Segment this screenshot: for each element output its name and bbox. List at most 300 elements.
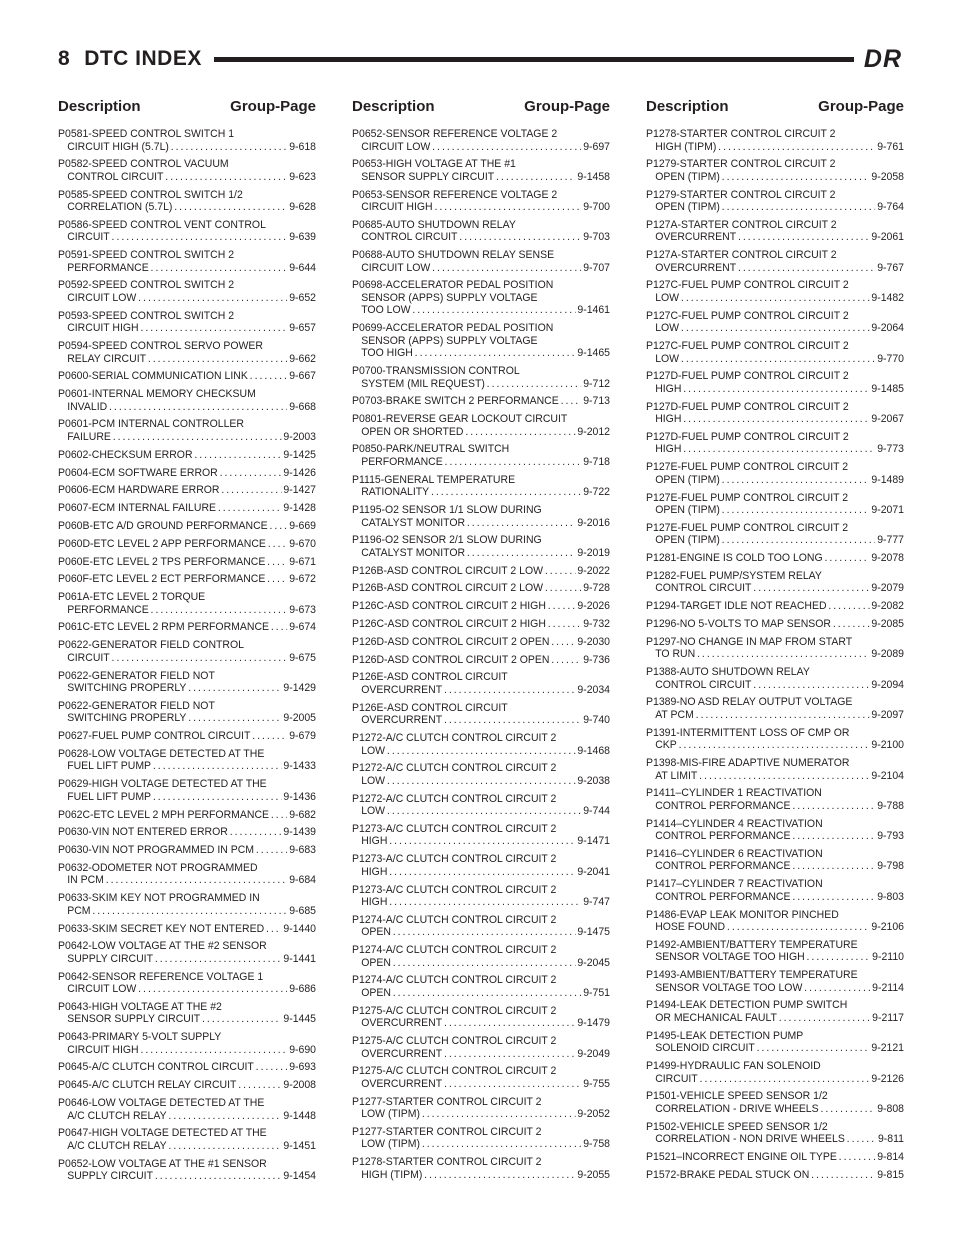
- entry-last-line: [58, 923, 316, 936]
- entry-description-line: CONTROL PERFORMANCE: [655, 860, 791, 873]
- entry-last-line: [646, 383, 904, 396]
- entry-description-line: P0591-SPEED CONTROL SWITCH 2: [58, 249, 235, 262]
- index-entry: [352, 565, 610, 578]
- entry-group-page: 9-2078: [871, 552, 905, 565]
- entry-last-line: [58, 449, 316, 462]
- index-entry: [58, 128, 316, 153]
- index-entry: [352, 853, 610, 878]
- entry-group-page: 9-1485: [871, 382, 905, 395]
- dot-leader: [807, 951, 871, 964]
- entry-description-line: P126D-ASD CONTROL CIRCUIT 2 OPEN: [352, 653, 550, 666]
- entry-group-page: 9-1440: [283, 922, 317, 935]
- entry-description-line: P0594-SPEED CONTROL SERVO POWER: [58, 340, 263, 353]
- index-entry: [646, 189, 904, 214]
- dot-leader: [238, 1079, 281, 1092]
- index-entry: [352, 914, 610, 939]
- index-entry: [58, 809, 316, 822]
- entry-description-line: P0653-SENSOR REFERENCE VOLTAGE 2: [352, 188, 558, 201]
- entry-description-line: P0581-SPEED CONTROL SWITCH 1: [58, 128, 235, 140]
- entry-last-line: [352, 654, 610, 667]
- entry-description-line: FUEL LIFT PUMP: [67, 790, 152, 803]
- index-entry: [352, 189, 610, 214]
- entry-group-page: 9-773: [877, 443, 905, 456]
- entry-description-line: P126C-ASD CONTROL CIRCUIT 2 HIGH: [352, 618, 546, 631]
- entry-description-line: P1494-LEAK DETECTION PUMP SWITCH: [646, 999, 848, 1012]
- entry-group-page: 9-1461: [577, 304, 611, 317]
- index-entry: [58, 189, 316, 214]
- dot-leader: [444, 1048, 576, 1061]
- entry-group-page: 9-811: [877, 1133, 905, 1146]
- entry-group-page: 9-674: [289, 621, 317, 634]
- entry-description-line: P0606-ECM HARDWARE ERROR: [58, 484, 220, 497]
- dot-leader: [252, 730, 287, 743]
- entry-description-line: P1389-NO ASD RELAY OUTPUT VOLTAGE: [646, 696, 853, 709]
- entry-last-line: [58, 953, 316, 966]
- entry-description-line: P126E-ASD CONTROL CIRCUIT: [352, 701, 508, 714]
- entry-description-line: CIRCUIT LOW: [67, 291, 137, 304]
- group-page-heading: Group-Page: [818, 98, 904, 115]
- entry-description-line: FAILURE: [67, 430, 111, 443]
- dot-leader: [422, 1108, 576, 1121]
- entry-description-line: CORRELATION (5.7L): [67, 201, 173, 214]
- entry-description-line: OVERCURRENT: [361, 1017, 443, 1030]
- entry-last-line: [58, 292, 316, 305]
- entry-description-line: P1279-STARTER CONTROL CIRCUIT 2: [646, 188, 836, 201]
- entry-description-line: P0699-ACCELERATOR PEDAL POSITION: [352, 322, 554, 335]
- dot-leader: [138, 983, 287, 996]
- entry-group-page: 9-2022: [577, 564, 611, 577]
- entry-description-line: P1275-A/C CLUTCH CONTROL CIRCUIT 2: [352, 1035, 557, 1047]
- entry-group-page: 9-1433: [283, 760, 317, 773]
- entry-description-line: TOO LOW: [361, 304, 411, 317]
- entry-description-line: P0632-ODOMETER NOT PROGRAMMED: [58, 861, 258, 874]
- page-title: DTC INDEX: [84, 47, 202, 70]
- entry-group-page: 9-662: [289, 352, 317, 365]
- entry-group-page: 9-1454: [283, 1170, 317, 1183]
- entry-description-line: P0646-LOW VOLTAGE DETECTED AT THE: [58, 1097, 265, 1110]
- entry-description-line: P0622-GENERATOR FIELD CONTROL: [58, 639, 244, 652]
- entry-last-line: [646, 1133, 904, 1146]
- entry-description-line: P0700-TRANSMISSION CONTROL: [352, 365, 520, 378]
- entry-description-line: OPEN (TIPM): [655, 170, 720, 183]
- entry-description-line: TOO HIGH: [361, 347, 413, 360]
- entry-description-line: P126B-ASD CONTROL CIRCUIT 2 LOW: [352, 564, 544, 577]
- dot-leader: [434, 201, 581, 214]
- dot-leader: [148, 353, 287, 366]
- column-header: [646, 98, 904, 115]
- entry-last-line: [58, 171, 316, 184]
- entry-group-page: 9-623: [289, 170, 317, 183]
- entry-description-line: SENSOR SUPPLY CIRCUIT: [67, 1013, 201, 1026]
- entry-group-page: 9-2041: [577, 865, 611, 878]
- entry-last-line: [58, 231, 316, 244]
- index-entry: [58, 748, 316, 773]
- index-entry: [58, 310, 316, 335]
- index-entry: [352, 158, 610, 183]
- dot-leader: [106, 874, 288, 887]
- entry-last-line: [58, 1170, 316, 1183]
- dot-leader: [718, 141, 875, 154]
- index-entry: [352, 1126, 610, 1151]
- index-entry: [646, 1169, 904, 1182]
- entry-group-page: 9-1458: [577, 170, 611, 183]
- entry-description-line: CIRCUIT LOW: [361, 261, 431, 274]
- entry-group-page: 9-2052: [577, 1108, 611, 1121]
- entry-description-line: P0585-SPEED CONTROL SWITCH 1/2: [58, 188, 243, 201]
- entry-description-line: HOSE FOUND: [655, 921, 726, 934]
- index-entry: [646, 1121, 904, 1146]
- entry-description-line: P0698-ACCELERATOR PEDAL POSITION: [352, 279, 554, 292]
- dot-leader: [220, 467, 282, 480]
- entry-group-page: 9-670: [289, 537, 317, 550]
- entry-description-line: P0685-AUTO SHUTDOWN RELAY: [352, 218, 516, 231]
- entry-description-line: P0703-BRAKE SWITCH 2 PERFORMANCE: [352, 395, 559, 408]
- entry-description-line: P1278-STARTER CONTROL CIRCUIT 2: [352, 1156, 542, 1169]
- entry-last-line: [646, 552, 904, 565]
- entry-description-line: P0642-LOW VOLTAGE AT THE #2 SENSOR: [58, 940, 267, 953]
- entry-group-page: 9-2114: [872, 981, 905, 994]
- entry-last-line: [646, 739, 904, 752]
- entry-last-line: [58, 431, 316, 444]
- entry-description-line: P1272-A/C CLUTCH CONTROL CIRCUIT 2: [352, 792, 557, 805]
- entry-description-line: P060F-ETC LEVEL 2 ECT PERFORMANCE: [58, 573, 266, 586]
- entry-group-page: 9-1471: [577, 835, 611, 848]
- entry-description-line: P1521–INCORRECT ENGINE OIL TYPE: [646, 1150, 837, 1163]
- entry-last-line: [58, 621, 316, 634]
- entry-last-line: [646, 800, 904, 813]
- entry-last-line: [58, 1044, 316, 1057]
- entry-group-page: 9-761: [877, 140, 905, 153]
- entry-description-line: IN PCM: [67, 874, 104, 887]
- index-entry: [646, 969, 904, 994]
- dot-leader: [465, 426, 575, 439]
- entry-last-line: [646, 891, 904, 904]
- entry-group-page: 9-668: [289, 400, 317, 413]
- entry-description-line: LOW: [655, 322, 680, 335]
- entry-group-page: 9-671: [289, 555, 317, 568]
- dot-leader: [792, 830, 875, 843]
- index-entry: [646, 461, 904, 486]
- index-entry: [352, 582, 610, 595]
- index-entry: [352, 1035, 610, 1060]
- entry-description-line: SENSOR SUPPLY CIRCUIT: [361, 170, 495, 183]
- index-entry: [352, 534, 610, 559]
- dot-leader: [171, 141, 288, 154]
- dot-leader: [140, 322, 287, 335]
- dot-leader: [188, 682, 281, 695]
- entry-description-line: CIRCUIT LOW: [361, 140, 431, 153]
- index-entry: [646, 431, 904, 456]
- entry-group-page: 9-1445: [283, 1013, 317, 1026]
- entry-last-line: [352, 714, 610, 727]
- entry-last-line: [58, 322, 316, 335]
- entry-description-line: CONTROL CIRCUIT: [67, 170, 164, 183]
- dot-leader: [256, 844, 287, 857]
- entry-group-page: 9-728: [583, 582, 611, 595]
- dot-leader: [839, 1151, 876, 1164]
- entry-description-line: P126E-ASD CONTROL CIRCUIT: [352, 671, 508, 684]
- entry-last-line: [352, 896, 610, 909]
- dot-leader: [681, 353, 875, 366]
- entry-group-page: 9-1475: [577, 926, 611, 939]
- entry-description-line: P0601-INTERNAL MEMORY CHECKSUM: [58, 388, 256, 401]
- dot-leader: [112, 231, 288, 244]
- entry-description-line: P127C-FUEL PUMP CONTROL CIRCUIT 2: [646, 279, 849, 292]
- index-entry: [58, 639, 316, 664]
- entry-description-line: P0652-SENSOR REFERENCE VOLTAGE 2: [352, 128, 558, 140]
- index-entry: [646, 158, 904, 183]
- index-entry: [646, 219, 904, 244]
- entry-last-line: [352, 987, 610, 1000]
- index-entry: [646, 787, 904, 812]
- entry-description-line: CKP: [655, 739, 677, 752]
- dot-leader: [551, 636, 575, 649]
- entry-description-line: P0645-A/C CLUTCH RELAY CIRCUIT: [58, 1079, 237, 1092]
- entry-group-page: 9-2030: [577, 635, 611, 648]
- entry-last-line: [646, 648, 904, 661]
- entry-last-line: [58, 826, 316, 839]
- entry-group-page: 9-679: [289, 730, 317, 743]
- entry-description-line: P1391-INTERMITTENT LOSS OF CMP OR: [646, 726, 850, 739]
- entry-last-line: [352, 565, 610, 578]
- entry-group-page: 9-2045: [577, 956, 611, 969]
- index-entry: [58, 449, 316, 462]
- entry-description-line: CIRCUIT HIGH: [67, 1043, 139, 1056]
- entry-group-page: 9-1429: [283, 682, 317, 695]
- entry-group-page: 9-652: [289, 291, 317, 304]
- dot-leader: [697, 648, 870, 661]
- index-entry: [58, 826, 316, 839]
- entry-list: [352, 128, 610, 1181]
- header-rule: [214, 57, 854, 62]
- entry-group-page: 9-777: [877, 534, 905, 547]
- entry-description-line: P1272-A/C CLUTCH CONTROL CIRCUIT 2: [352, 732, 557, 745]
- entry-last-line: [352, 636, 610, 649]
- entry-description-line: P1195-O2 SENSOR 1/1 SLOW DURING: [352, 504, 542, 517]
- entry-last-line: [646, 413, 904, 426]
- entry-group-page: 9-707: [583, 261, 611, 274]
- entry-last-line: [58, 1013, 316, 1026]
- entry-last-line: [646, 322, 904, 335]
- entry-description-line: P0602-CHECKSUM ERROR: [58, 448, 193, 461]
- index-entry: [58, 971, 316, 996]
- dot-leader: [174, 201, 287, 214]
- entry-group-page: 9-2058: [871, 170, 905, 183]
- entry-description-line: P0622-GENERATOR FIELD NOT: [58, 699, 215, 712]
- entry-group-page: 9-703: [583, 231, 611, 244]
- entry-group-page: 9-1465: [577, 347, 611, 360]
- dot-leader: [825, 552, 870, 565]
- entry-last-line: [58, 370, 316, 383]
- entry-group-page: 9-669: [289, 519, 317, 532]
- index-entry: [58, 621, 316, 634]
- entry-description-line: P0633-SKIM SECRET KEY NOT ENTERED: [58, 922, 265, 935]
- entry-last-line: [58, 502, 316, 515]
- entry-description-line: P1281-ENGINE IS COLD TOO LONG: [646, 552, 823, 565]
- entry-description-line: P0652-LOW VOLTAGE AT THE #1 SENSOR: [58, 1157, 267, 1170]
- entry-description-line: CIRCUIT: [655, 1072, 698, 1085]
- entry-description-line: P1388-AUTO SHUTDOWN RELAY: [646, 666, 810, 679]
- entry-description-line: P1279-STARTER CONTROL CIRCUIT 2: [646, 158, 836, 171]
- dot-leader: [545, 582, 582, 595]
- entry-last-line: [58, 1140, 316, 1153]
- entry-description-line: OPEN (TIPM): [655, 473, 720, 486]
- dot-leader: [266, 923, 282, 936]
- dot-leader: [738, 231, 870, 244]
- index-entry: [646, 666, 904, 691]
- entry-description-line: P060E-ETC LEVEL 2 TPS PERFORMANCE: [58, 555, 266, 568]
- entry-group-page: 9-2097: [871, 708, 905, 721]
- entry-last-line: [352, 1138, 610, 1151]
- entry-last-line: [352, 395, 610, 408]
- dot-leader: [393, 987, 582, 1000]
- dot-leader: [548, 600, 576, 613]
- index-entry: [646, 618, 904, 631]
- dot-leader: [256, 1061, 288, 1074]
- entry-last-line: [352, 517, 610, 530]
- entry-description-line: P0628-LOW VOLTAGE DETECTED AT THE: [58, 747, 265, 760]
- index-entry: [646, 340, 904, 365]
- entry-last-line: [352, 347, 610, 360]
- entry-description-line: P1501-VEHICLE SPEED SENSOR 1/2: [646, 1090, 828, 1103]
- entry-description-line: P127D-FUEL PUMP CONTROL CIRCUIT 2: [646, 430, 849, 443]
- entry-last-line: [352, 1017, 610, 1030]
- entry-last-line: [646, 474, 904, 487]
- entry-last-line: [352, 618, 610, 631]
- entry-last-line: [646, 1073, 904, 1086]
- entry-group-page: 9-683: [289, 844, 317, 857]
- dot-leader: [415, 347, 576, 360]
- entry-description-line: P1272-A/C CLUTCH CONTROL CIRCUIT 2: [352, 762, 557, 775]
- entry-description-line: P0850-PARK/NEUTRAL SWITCH: [352, 443, 510, 456]
- entry-group-page: 9-2121: [871, 1042, 905, 1055]
- index-entry: [352, 249, 610, 274]
- description-heading: Description: [58, 98, 141, 115]
- entry-description-line: P127A-STARTER CONTROL CIRCUIT 2: [646, 249, 837, 262]
- entry-last-line: [646, 262, 904, 275]
- entry-group-page: 9-751: [583, 986, 611, 999]
- dot-leader: [194, 449, 281, 462]
- entry-last-line: [352, 378, 610, 391]
- index-entry: [646, 249, 904, 274]
- index-entry: [58, 370, 316, 383]
- entry-last-line: [646, 1151, 904, 1164]
- entry-description-line: P127E-FUEL PUMP CONTROL CIRCUIT 2: [646, 521, 849, 534]
- entry-last-line: [58, 1110, 316, 1123]
- entry-description-line: P127C-FUEL PUMP CONTROL CIRCUIT 2: [646, 340, 849, 353]
- index-entry: [352, 762, 610, 787]
- index-entry: [58, 556, 316, 569]
- entry-last-line: [58, 874, 316, 887]
- entry-group-page: 9-2117: [872, 1011, 905, 1024]
- dot-leader: [444, 1017, 576, 1030]
- entry-last-line: [58, 467, 316, 480]
- entry-description-line: P1274-A/C CLUTCH CONTROL CIRCUIT 2: [352, 974, 557, 987]
- index-entry: [352, 219, 610, 244]
- index-entry: [646, 909, 904, 934]
- index-entry: [58, 1031, 316, 1056]
- entry-description-line: P1492-AMBIENT/BATTERY TEMPERATURE: [646, 938, 858, 951]
- entry-last-line: [58, 538, 316, 551]
- dot-leader: [140, 1044, 287, 1057]
- dot-leader: [681, 292, 870, 305]
- index-entry: [58, 670, 316, 695]
- entry-last-line: [58, 905, 316, 918]
- entry-group-page: 9-2082: [871, 600, 905, 613]
- entry-list: [646, 128, 904, 1181]
- index-entry: [58, 502, 316, 515]
- entry-last-line: [58, 809, 316, 822]
- entry-description-line: OPEN (TIPM): [655, 504, 720, 517]
- entry-description-line: CONTROL CIRCUIT: [655, 678, 752, 691]
- entry-description-line: P1275-A/C CLUTCH CONTROL CIRCUIT 2: [352, 1065, 557, 1078]
- index-entry: [646, 279, 904, 304]
- index-entry: [58, 940, 316, 965]
- entry-group-page: 9-1489: [871, 473, 905, 486]
- index-entry: [646, 696, 904, 721]
- entry-group-page: 9-712: [583, 377, 611, 390]
- entry-group-page: 9-1448: [283, 1109, 317, 1122]
- dot-leader: [487, 378, 582, 391]
- entry-description-line: FUEL LIFT PUMP: [67, 760, 152, 773]
- index-entry: [352, 1005, 610, 1030]
- entry-description-line: CATALYST MONITOR: [361, 546, 466, 559]
- index-entry: [352, 600, 610, 613]
- index-columns: [58, 98, 904, 1188]
- entry-description-line: TO RUN: [655, 648, 696, 661]
- entry-last-line: [352, 926, 610, 939]
- entry-description-line: CONTROL PERFORMANCE: [655, 799, 791, 812]
- index-column-1: [58, 98, 316, 1188]
- entry-group-page: 9-2110: [872, 951, 905, 964]
- dot-leader: [188, 712, 281, 725]
- dot-leader: [496, 171, 576, 184]
- entry-last-line: [352, 684, 610, 697]
- entry-description-line: HIGH: [655, 382, 682, 395]
- entry-last-line: [58, 1061, 316, 1074]
- entry-last-line: [352, 866, 610, 879]
- entry-last-line: [352, 262, 610, 275]
- page-header: [58, 44, 902, 74]
- dot-leader: [722, 171, 870, 184]
- entry-description-line: P1296-NO 5-VOLTS TO MAP SENSOR: [646, 618, 832, 631]
- entry-description-line: P0801-REVERSE GEAR LOCKOUT CIRCUIT: [352, 413, 568, 426]
- entry-last-line: [58, 760, 316, 773]
- entry-description-line: P127C-FUEL PUMP CONTROL CIRCUIT 2: [646, 309, 849, 322]
- entry-group-page: 9-2100: [871, 739, 905, 752]
- dot-leader: [467, 547, 576, 560]
- index-entry: [352, 732, 610, 757]
- index-entry: [646, 999, 904, 1024]
- entry-group-page: 9-744: [583, 805, 611, 818]
- dot-leader: [459, 231, 581, 244]
- entry-last-line: [58, 791, 316, 804]
- dot-leader: [155, 1170, 282, 1183]
- entry-last-line: [352, 304, 610, 317]
- index-entry: [352, 944, 610, 969]
- entry-group-page: 9-1428: [283, 502, 317, 515]
- entry-description-line: CONTROL PERFORMANCE: [655, 890, 791, 903]
- entry-description-line: CIRCUIT: [67, 231, 110, 244]
- entry-last-line: [646, 504, 904, 517]
- dot-leader: [250, 370, 288, 383]
- entry-group-page: 9-2064: [871, 322, 905, 335]
- dot-leader: [683, 383, 869, 396]
- entry-last-line: [58, 520, 316, 533]
- entry-group-page: 9-2016: [577, 516, 611, 529]
- entry-description-line: P1417–CYLINDER 7 REACTIVATION: [646, 878, 823, 891]
- description-heading: Description: [646, 98, 729, 115]
